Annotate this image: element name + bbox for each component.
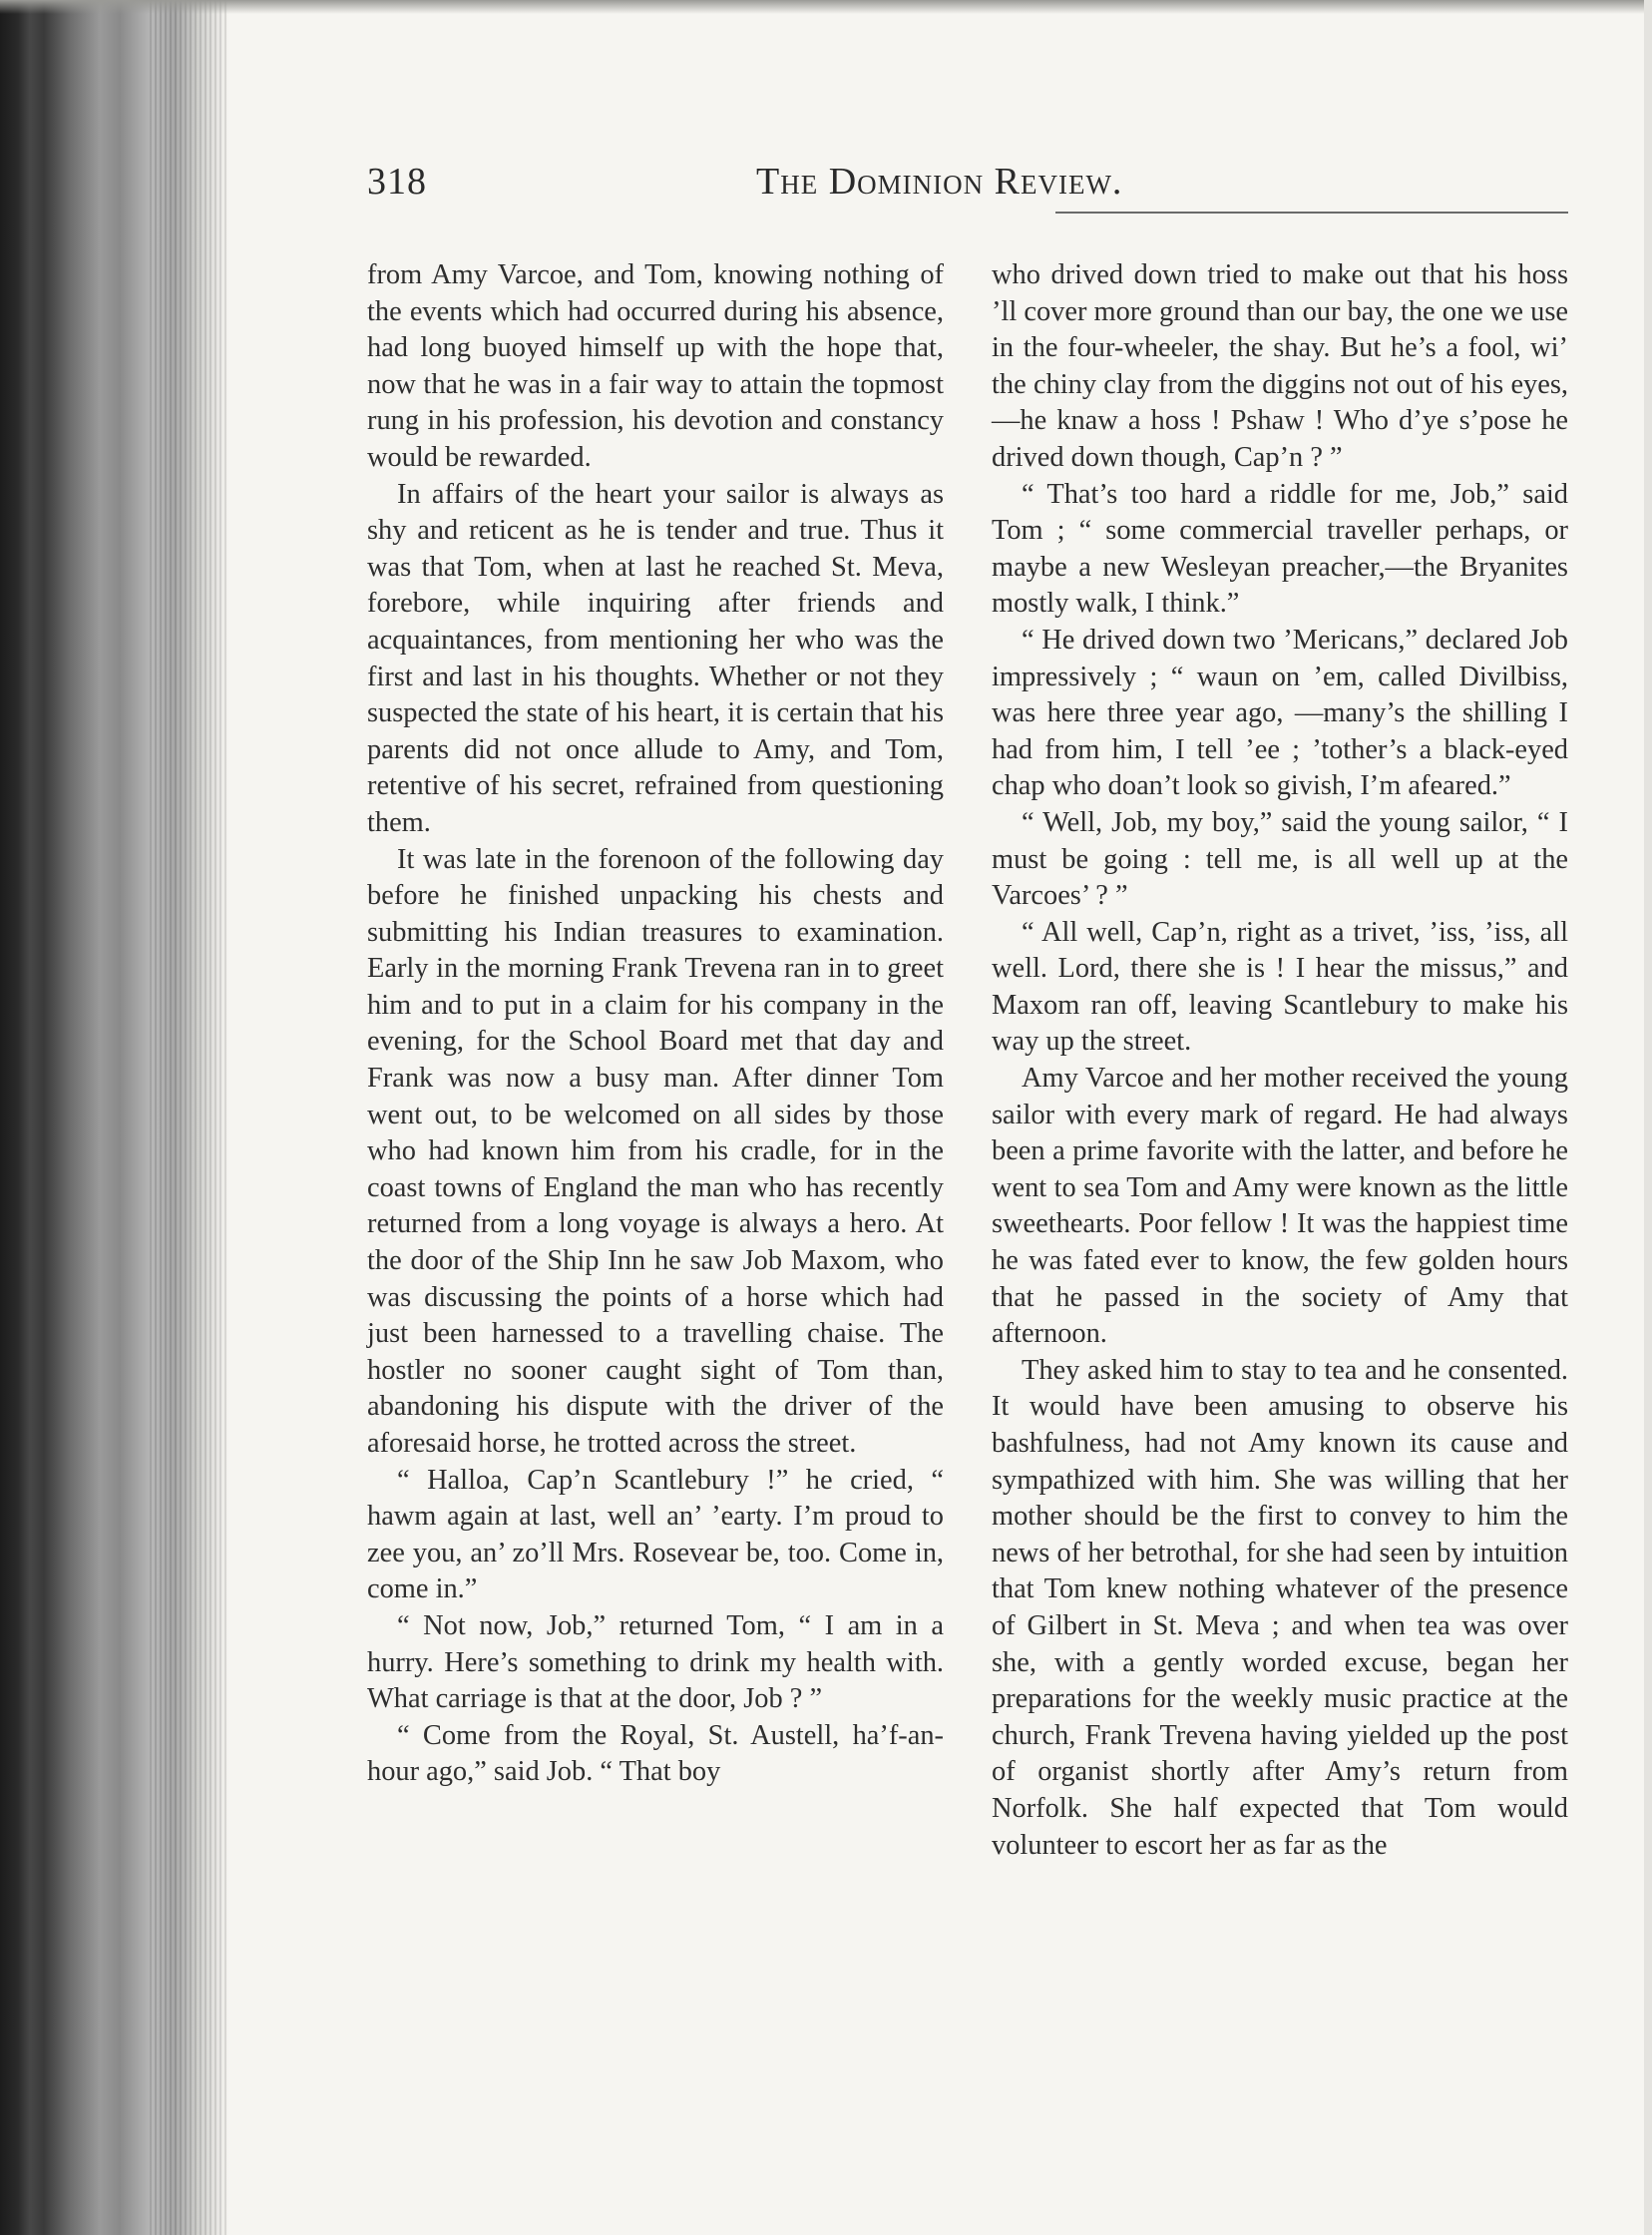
- page-binding-shadow: [0, 0, 229, 2235]
- paragraph: “ Well, Job, my boy,” said the young sailor, “ I must be going : tell me, is all well up at the Varcoes’ ? ”: [992, 806, 1568, 912]
- page-right-edge: [1644, 0, 1652, 2235]
- paragraph: Amy Varcoe and her mother received the young sailor with every mark of regard. He had always been a prime favorite with the latter, and before he went to sea Tom and Amy were known as the little sweethearts. Poor fellow ! It was the happiest time he was fated ever to know, the few golden hours that he passed in the society of Amy that afternoon.: [992, 1063, 1568, 1350]
- page-top-edge: [0, 0, 1652, 14]
- header-rule: [1055, 212, 1568, 214]
- paragraph: “ He drived down two ’Mericans,” declared Job impressively ; “ waun on ’em, called Divilbiss, was here three year ago, —many’s the shilling I had from him, I tell ’ee ; ’tother’s a black-eyed chap who doan’t look so givish, I’m afeared.”: [992, 624, 1568, 802]
- paragraph: “ Not now, Job,” returned Tom, “ I am in a hurry. Here’s something to drink my health with. What carriage is that at the door, Job ? ”: [367, 1609, 944, 1715]
- running-header: [367, 160, 1568, 220]
- paragraph: They asked him to stay to tea and he consented. It would have been amusing to observe his bashfulness, had not Amy known its cause and sympathized with him. She was willing that her mother should be the first to convey to him the news of her betrothal, for she had seen by intuition that Tom knew nothing whatever of the presence of Gilbert in St. Meva ; and when tea was over she, with a gently worded excuse, began her preparations for the weekly music practice at the church, Frank Trevena having yielded up the post of organist shortly after Amy’s return from Norfolk. She half expected that Tom would volunteer to escort her as far as the: [992, 1354, 1568, 1861]
- paragraph: In affairs of the heart your sailor is always as shy and reticent as he is tender and true. Thus it was that Tom, when at last he reached St. Meva, forebore, while inquiring after friends and acquaintances, from mentioning her who was the first and last in his thoughts. Whether or not they suspected the state of his heart, it is certain that his parents did not once allude to Amy, and Tom, retentive of his secret, refrained from questioning them.: [367, 478, 944, 838]
- left-column: [367, 257, 944, 1791]
- paragraph: It was late in the forenoon of the following day before he finished unpacking his chests and submitting his Indian treasures to examination. Early in the morning Frank Trevena ran in to greet him and to put in a claim for his company in the evening, for the School Board met that day and Frank was now a busy man. After dinner Tom went out, to be welcomed on all sides by those who had known him from his cradle, for in the coast towns of England the man who has recently returned from a long voyage is always a hero. At the door of the Ship Inn he saw Job Maxom, who was discussing the points of a horse which had just been harnessed to a travelling chaise. The hostler no sooner caught sight of Tom than, abandoning his dispute with the driver of the aforesaid horse, he trotted across the street.: [367, 843, 944, 1459]
- page-number: 318: [367, 161, 427, 203]
- paragraph: from Amy Varcoe, and Tom, knowing nothing of the events which had occurred during his absence, had long buoyed himself up with the hope that, now that he was in a fair way to attain the topmost rung in his profession, his devotion and constancy would be rewarded.: [367, 259, 944, 473]
- paragraph: “ All well, Cap’n, right as a trivet, ’iss, ’iss, all well. Lord, there she is ! I hear the missus,” and Maxom ran off, leaving Scantlebury to make his way up the street.: [992, 916, 1568, 1058]
- right-column: [992, 257, 1568, 1864]
- paragraph: who drived down tried to make out that his hoss ’ll cover more ground than our bay, the one we use in the four-wheeler, the shay. But he’s a fool, wi’ the chiny clay from the diggins not out of his eyes, —he knaw a hoss ! Pshaw ! Who d’ye s’pose he drived down though, Cap’n ? ”: [992, 259, 1568, 473]
- paragraph: “ Halloa, Cap’n Scantlebury !” he cried, “ hawm again at last, well an’ ’earty. I’m proud to zee you, an’ zo’ll Mrs. Rosevear be, too. Come in, come in.”: [367, 1464, 944, 1605]
- running-title: The Dominion Review.: [756, 161, 1123, 203]
- paragraph: “ That’s too hard a riddle for me, Job,” said Tom ; “ some commercial traveller perhaps, or maybe a new Wesleyan preacher,—the Bryanites mostly walk, I think.”: [992, 478, 1568, 620]
- paragraph: “ Come from the Royal, St. Austell, ha’f-an-hour ago,” said Job. “ That boy: [367, 1719, 944, 1788]
